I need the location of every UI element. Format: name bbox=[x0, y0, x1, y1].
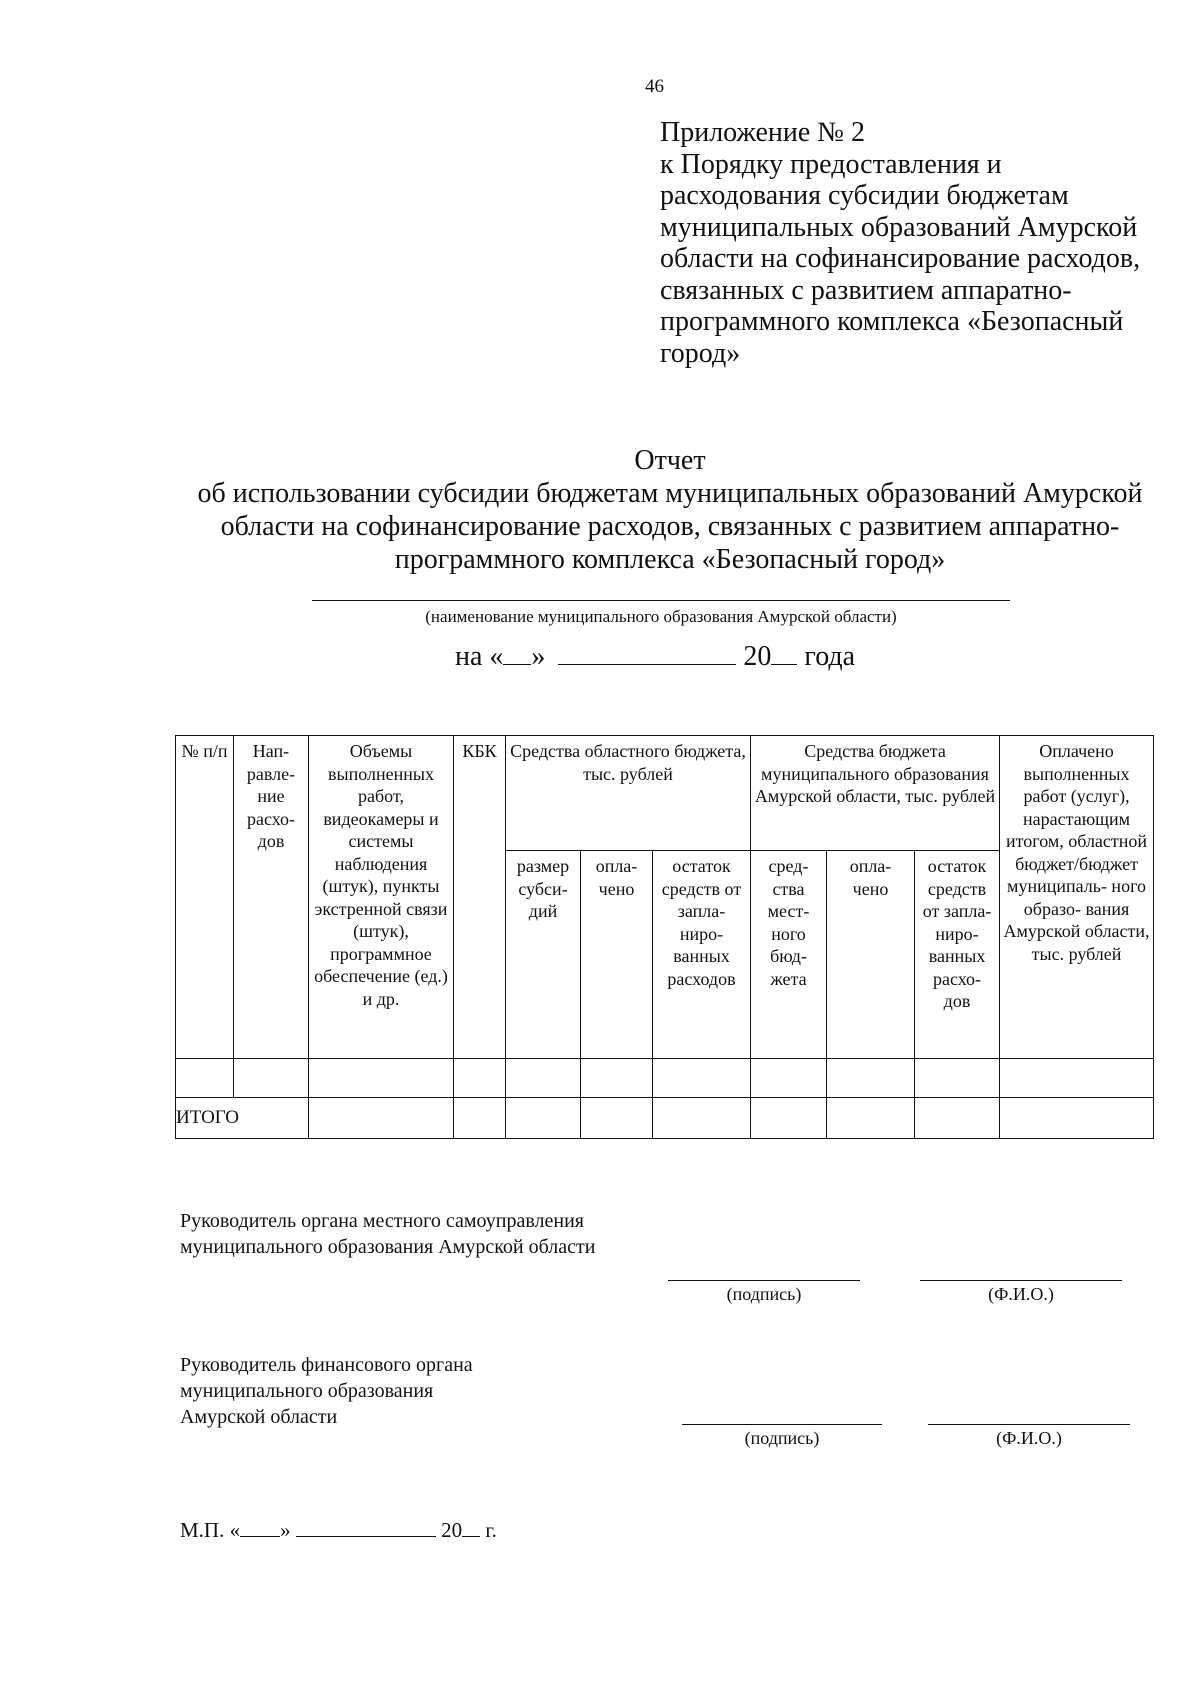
appendix-line: программного комплекса «Безопасный bbox=[660, 306, 1124, 337]
report-date-row bbox=[455, 640, 855, 673]
stamp-year-field[interactable] bbox=[462, 1518, 480, 1537]
stamp-day-field[interactable] bbox=[240, 1518, 280, 1537]
local-head-name-caption: (Ф.И.О.) bbox=[988, 1284, 1054, 1304]
table-cell[interactable] bbox=[1000, 1098, 1154, 1139]
col-header-local-budget: Средства бюджета муниципального образования Амурской области, тыс. рублей bbox=[751, 736, 1000, 851]
table-cell[interactable] bbox=[506, 1059, 581, 1098]
stamp-date-row bbox=[180, 1518, 497, 1543]
stamp-prefix: М.П. « bbox=[180, 1518, 241, 1542]
municipality-caption: (наименование муниципального образования Амурской области) bbox=[425, 607, 897, 626]
appendix-line: области на софинансирование расходов, bbox=[660, 243, 1141, 274]
stamp-month-field[interactable] bbox=[296, 1518, 436, 1537]
local-head-signature-caption: (подпись) bbox=[726, 1284, 802, 1304]
stamp-close-quote: » bbox=[280, 1518, 291, 1542]
col-header-direction: Нап- равле- ние расхо- дов bbox=[234, 736, 309, 1059]
local-head-line: муниципального образования Амурской области bbox=[180, 1236, 596, 1258]
table-cell[interactable] bbox=[915, 1059, 1000, 1098]
col-header-volumes: Объемы выполненных работ, видеокамеры и системы наблюдения (штук), пункты экстренной связи (штук), программное обеспечение (ед.) и др. bbox=[309, 736, 454, 1059]
table-cell[interactable] bbox=[454, 1098, 506, 1139]
col-header-regional-remainder: остаток средств от запла- ниро- ванных расходов bbox=[653, 851, 751, 1059]
page-number: 46 bbox=[645, 76, 664, 97]
table-cell[interactable] bbox=[1000, 1059, 1154, 1098]
col-header-kbk: КБК bbox=[454, 736, 506, 1059]
stamp-suffix: г. bbox=[485, 1518, 497, 1542]
table-cell[interactable] bbox=[581, 1098, 653, 1139]
col-header-local-remainder: остаток средств от запла- ниро- ванных расхо- дов bbox=[915, 851, 1000, 1059]
table-cell[interactable] bbox=[581, 1059, 653, 1098]
report-heading: Отчет bbox=[634, 445, 706, 476]
date-suffix: года bbox=[804, 641, 856, 672]
appendix-line: город» bbox=[660, 337, 741, 369]
appendix-line: расходования субсидии бюджетам bbox=[660, 180, 1069, 211]
total-row bbox=[176, 1098, 1154, 1139]
finance-head-line: муниципального образования bbox=[180, 1380, 434, 1402]
table-cell[interactable] bbox=[653, 1059, 751, 1098]
table-cell[interactable] bbox=[827, 1098, 915, 1139]
appendix-line: связанных с развитием аппаратно- bbox=[660, 274, 1072, 306]
local-head-title bbox=[180, 1208, 595, 1260]
table-cell[interactable] bbox=[653, 1098, 751, 1139]
col-header-subsidy-amount: размер субси- дий bbox=[506, 851, 581, 1059]
col-header-local-paid: опла- чено bbox=[827, 851, 915, 1059]
finance-head-signature-field[interactable] bbox=[682, 1424, 882, 1425]
appendix-header bbox=[660, 117, 1180, 369]
date-year-prefix: 20 bbox=[743, 641, 772, 672]
col-header-regional-budget: Средства областного бюджета, тыс. рублей bbox=[506, 736, 751, 851]
table-cell[interactable] bbox=[454, 1059, 506, 1098]
table-cell[interactable] bbox=[234, 1059, 309, 1098]
table-cell[interactable] bbox=[827, 1059, 915, 1098]
local-head-line: Руководитель органа местного самоуправления bbox=[180, 1210, 584, 1232]
report-subtitle-line: области на софинансирование расходов, связанных с развитием аппаратно- bbox=[220, 511, 1120, 542]
table-cell[interactable] bbox=[751, 1098, 827, 1139]
table-cell[interactable] bbox=[751, 1059, 827, 1098]
col-header-local-funds: сред- ства мест- ного бюд- жета bbox=[751, 851, 827, 1059]
total-label: ИТОГО bbox=[176, 1098, 309, 1139]
appendix-line: к Порядку предоставления и bbox=[660, 148, 1002, 180]
finance-head-name-field[interactable] bbox=[928, 1424, 1130, 1425]
finance-head-name-caption: (Ф.И.О.) bbox=[996, 1428, 1062, 1448]
date-day-field[interactable] bbox=[503, 640, 531, 665]
local-head-name-field[interactable] bbox=[920, 1280, 1122, 1281]
table-cell[interactable] bbox=[309, 1059, 454, 1098]
table-row bbox=[176, 1059, 1154, 1098]
stamp-year-prefix: 20 bbox=[441, 1518, 463, 1542]
date-close-quote: » bbox=[531, 641, 546, 672]
col-header-num: № п/п bbox=[176, 736, 234, 1059]
table-cell[interactable] bbox=[176, 1059, 234, 1098]
col-header-paid-total: Оплачено выполненных работ (услуг), нарастающим итогом, областной бюджет/бюджет муниципаль- ного образо- вания Амурской области, тыс. рублей bbox=[1000, 736, 1154, 1059]
finance-head-signature-caption: (подпись) bbox=[744, 1428, 820, 1448]
municipality-name-field[interactable] bbox=[312, 600, 1010, 601]
report-title bbox=[100, 444, 1200, 576]
report-table bbox=[175, 735, 1154, 1139]
date-prefix: на « bbox=[455, 641, 504, 672]
appendix-line: муниципальных образований Амурской bbox=[660, 211, 1138, 243]
finance-head-line: Амурской области bbox=[180, 1406, 338, 1428]
date-year-field[interactable] bbox=[771, 640, 797, 665]
local-head-signature-field[interactable] bbox=[668, 1280, 860, 1281]
col-header-regional-paid: опла- чено bbox=[581, 851, 653, 1059]
finance-head-line: Руководитель финансового органа bbox=[180, 1354, 473, 1376]
date-month-field[interactable] bbox=[558, 640, 736, 665]
table-cell[interactable] bbox=[309, 1098, 454, 1139]
report-subtitle-line: программного комплекса «Безопасный город» bbox=[394, 544, 946, 575]
finance-head-title bbox=[180, 1352, 473, 1430]
table-cell[interactable] bbox=[915, 1098, 1000, 1139]
appendix-line: Приложение № 2 bbox=[660, 117, 865, 148]
table-cell[interactable] bbox=[506, 1098, 581, 1139]
report-subtitle-line: об использовании субсидии бюджетам муниципальных образований Амурской bbox=[197, 478, 1143, 509]
table-header-row bbox=[176, 736, 1154, 851]
